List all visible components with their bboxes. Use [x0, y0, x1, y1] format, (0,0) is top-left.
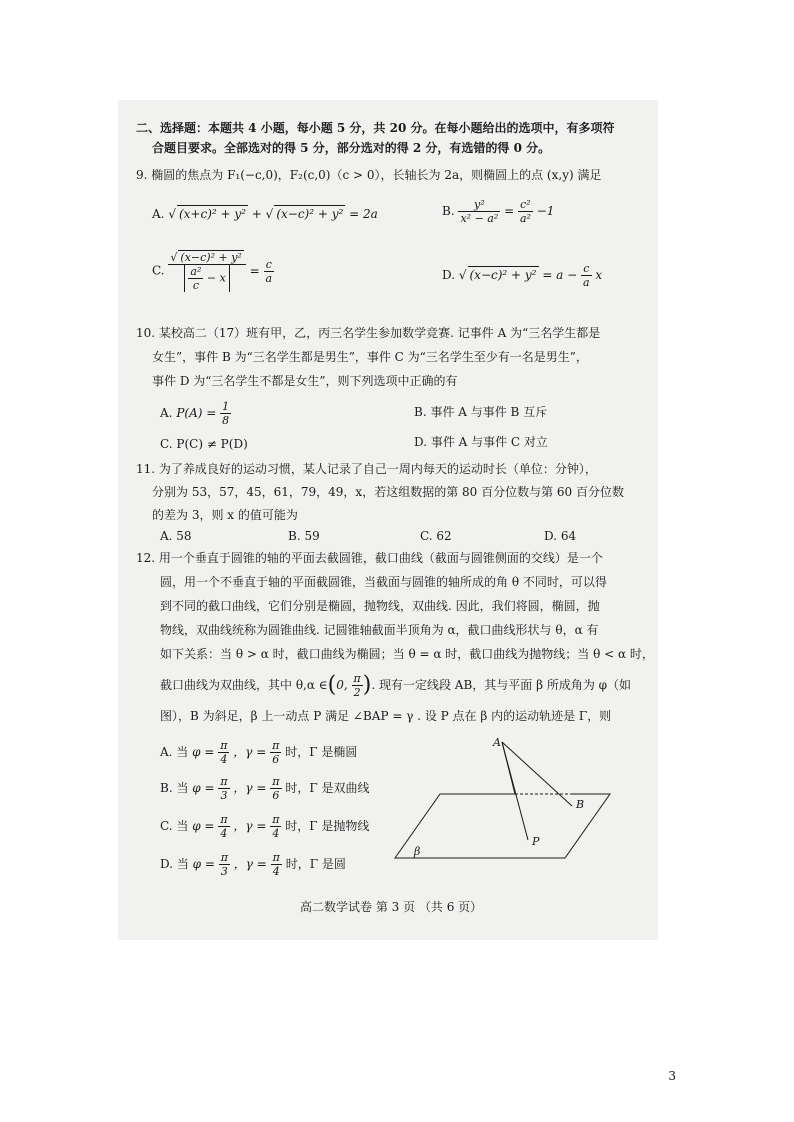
q9-option-a: A. √ (x+c)² + y² + √ (x−c)² + y² = 2a	[152, 207, 378, 221]
q10-option-c: C. P(C) ≠ P(D)	[160, 437, 248, 451]
page-footer: 高二数学试卷 第 3 页 （共 6 页）	[300, 900, 483, 914]
q10-option-d: D. 事件 A 与事件 C 对立	[414, 435, 548, 449]
q9-option-c: C. √ (x−c)² + y² $\frac{\text{a²}}{c}$ − x = $\frac{c}{a}$	[152, 251, 273, 292]
q11-stem-line3: 的差为 3，则 x 的值可能为	[152, 508, 298, 522]
q12-line5: 如下关系：当 θ > α 时，截口曲线为椭圆；当 θ = α 时，截口曲线为抛物线；当 θ < α 时，	[160, 647, 654, 661]
q12-line4: 物线，双曲线统称为圆锥曲线. 记圆锥轴截面半顶角为 α，截口曲线形状与 θ，α 有	[160, 623, 599, 637]
q12-option-d: D. 当 φ = $\frac{\pi}{3}$ ，γ = $\frac{\pi}{4}$ 时，Γ 是圆	[160, 851, 346, 878]
q12-line1: 12. 用一个垂直于圆锥的轴的平面去截圆锥，截口曲线（截面与圆锥侧面的交线）是一个	[136, 551, 603, 565]
q10-option-a: A. P(A) = $\frac{1}{8}$	[160, 400, 230, 427]
q11-stem-line1: 11. 为了养成良好的运动习惯，某人记录了自己一周内每天的运动时长（单位：分钟），	[136, 462, 597, 476]
label-b: B	[576, 798, 585, 811]
q9-option-b: B. $\frac{\text{y²}}{\text{x² − a²}}$ = $\frac{\text{c²}}{\text{a²}}$ −1	[442, 198, 555, 225]
q12-line3: 到不同的截口曲线，它们分别是椭圆，抛物线，双曲线. 因此，我们将圆，椭圆，抛	[160, 599, 600, 613]
q10-stem-line3: 事件 D 为“三名学生不都是女生”，则下列选项中正确的有	[152, 374, 458, 388]
q10-stem-line2: 女生”，事件 B 为“三名学生都是男生”，事件 C 为“三名学生至少有一名是男生”，	[152, 350, 588, 364]
q12-line6: 截口曲线为双曲线，其中 θ,α ∈(0, $\frac{\pi}{2}$ ). 现有一定线段 AB，其与平面 β 所成角为 φ（如	[160, 672, 632, 699]
q9-stem: 9. 椭圆的焦点为 F₁(−c,0)，F₂(c,0)（c > 0），长轴长为 2a，则椭圆上的点 (x,y) 满足	[136, 168, 602, 182]
q11-stem-line2: 分别为 53，57，45，61，79，49，x，若这组数据的第 80 百分位数与第 60 百分位数	[152, 485, 624, 499]
q12-line2: 圆，用一个不垂直于轴的平面截圆锥，当截面与圆锥的轴所成的角 θ 不同时，可以得	[160, 575, 607, 589]
label-beta: β	[414, 845, 421, 858]
plane-figure	[390, 728, 620, 868]
label-p: P	[532, 835, 540, 848]
q11-option-c: C. 62	[420, 529, 452, 543]
q9-option-d: D. √ (x−c)² + y² = a − $\frac{c}{a}$ x	[442, 262, 603, 289]
q12-line7: 图），B 为斜足，β 上一动点 P 满足 ∠BAP = γ . 设 P 点在 β 内的运动轨迹是 Γ，则	[160, 709, 612, 723]
q11-option-b: B. 59	[288, 529, 320, 543]
label-a: A	[493, 736, 501, 749]
q10-option-b: B. 事件 A 与事件 B 互斥	[414, 405, 548, 419]
q11-option-d: D. 64	[544, 529, 577, 543]
q12-option-b: B. 当 φ = $\frac{\pi}{3}$ ，γ = $\frac{\pi}{6}$ 时，Γ 是双曲线	[160, 775, 370, 802]
q12-option-a: A. 当 φ = $\frac{\pi}{4}$ ，γ = $\frac{\pi}{6}$ 时，Γ 是椭圆	[160, 739, 358, 766]
q11-option-a: A. 58	[160, 529, 192, 543]
segment-ab	[502, 742, 572, 806]
q12-option-c: C. 当 φ = $\frac{\pi}{4}$ ，γ = $\frac{\pi}{4}$ 时，Γ 是抛物线	[160, 813, 370, 840]
section-heading-line2: 合题目要求。全部选对的得 5 分，部分选对的得 2 分，有选错的得 0 分。	[152, 141, 551, 155]
segment-ap	[502, 742, 528, 840]
page-number: 3	[668, 1069, 676, 1083]
section-heading-line1: 二、选择题：本题共 4 小题，每小题 5 分，共 20 分。在每小题给出的选项中，有多项符	[136, 121, 615, 135]
q10-stem-line1: 10. 某校高二（17）班有甲，乙，丙三名学生参加数学竞赛. 记事件 A 为“三名学生都是	[136, 326, 601, 340]
